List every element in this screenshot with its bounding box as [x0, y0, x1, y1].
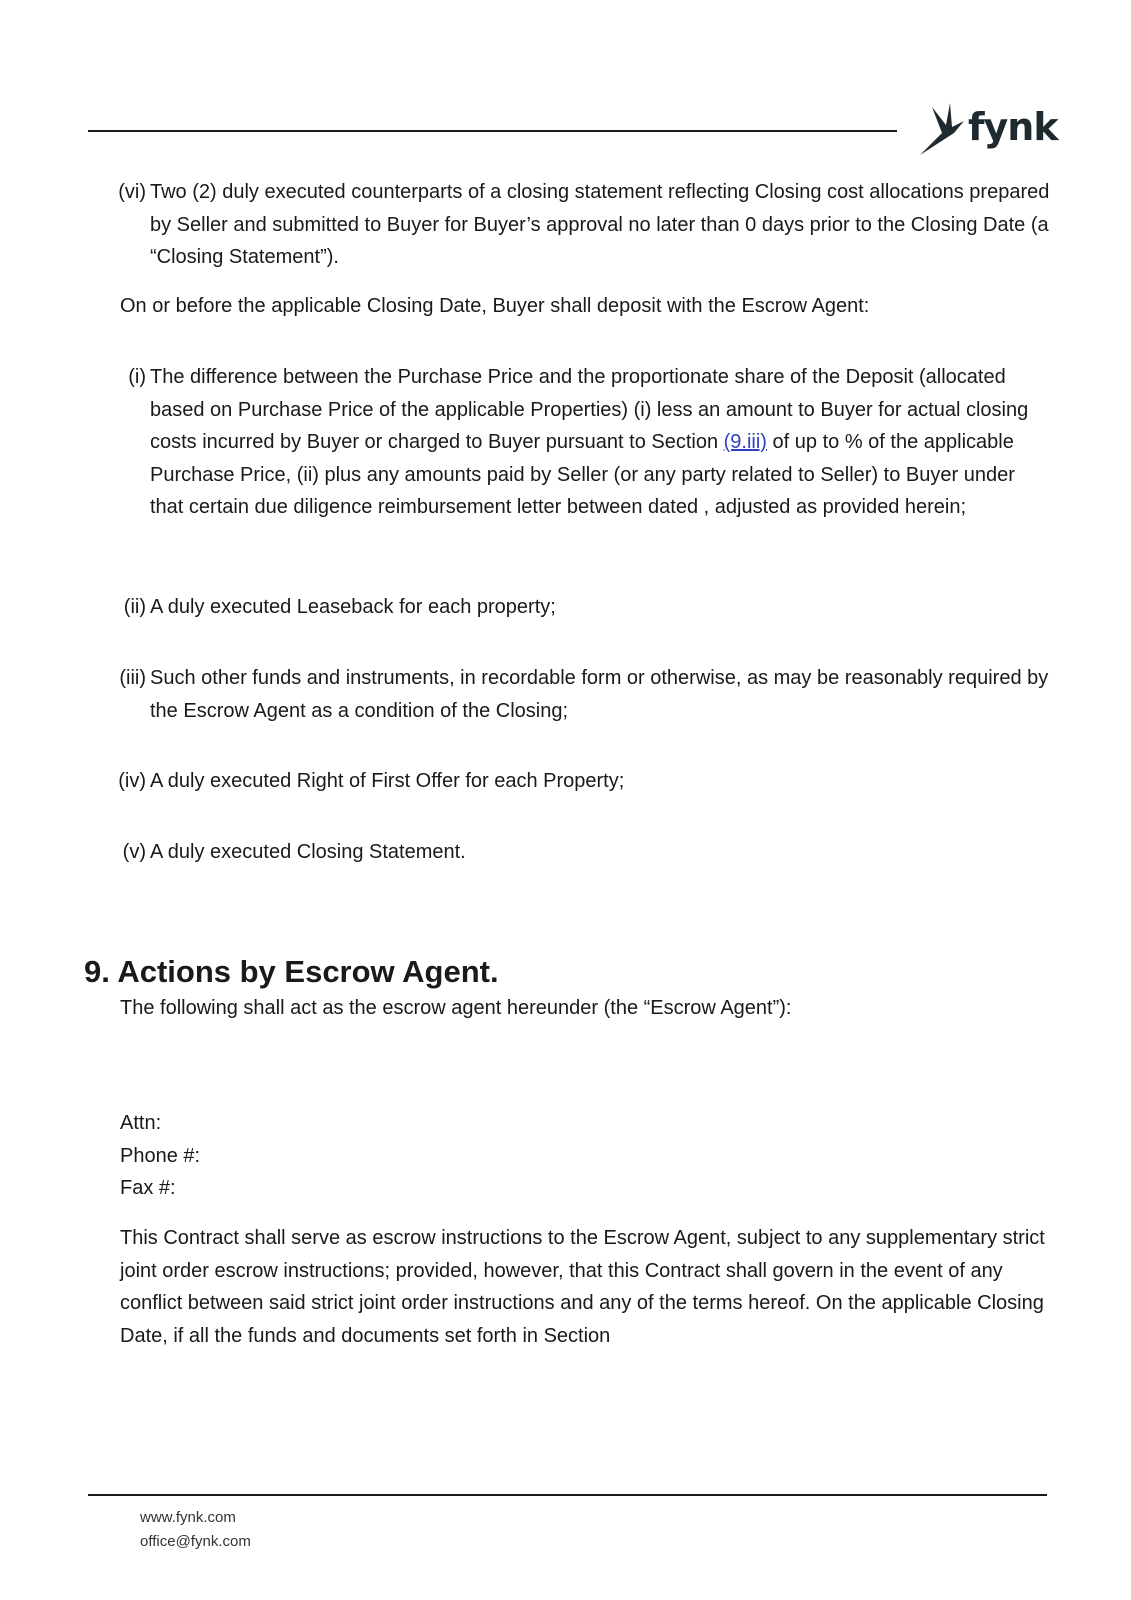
escrow-instructions-paragraph: This Contract shall serve as escrow instructions to the Escrow Agent, subject to any supplementary strict joint order escrow instructions; provided, however, that this Contract shall govern in the event of any conflict between said strict joint order instructions and any of the terms hereof. On the applicable Closing Date, if all the funds and documents set forth in Section	[120, 1227, 1045, 1347]
item-number: (v)	[122, 841, 146, 863]
buyer-item-ii	[123, 591, 1050, 624]
escrow-agent-intro: The following shall act as the escrow agent hereunder (the “Escrow Agent”):	[120, 997, 792, 1019]
item-text: A duly executed Right of First Offer for each Property;	[150, 770, 625, 792]
footer	[140, 1506, 251, 1554]
section-heading: 9. Actions by Escrow Agent.	[84, 954, 499, 989]
item-number: (ii)	[123, 596, 146, 618]
bird-icon	[920, 103, 966, 155]
buyer-item-i	[128, 361, 1050, 524]
item-text-part-2: of up to % of the applicable Purchase Price, (ii) plus any amounts paid by Seller (or any party related to Seller) to Buyer under that certain due diligence reimbursement letter between dated , adjusted as provided herein;	[150, 431, 1015, 518]
buyer-item-iii	[119, 662, 1050, 727]
buyer-deposit-intro: On or before the applicable Closing Date, Buyer shall deposit with the Escrow Agent:	[120, 295, 870, 317]
item-text: Two (2) duly executed counterparts of a closing statement reflecting Closing cost allocations prepared by Seller and submitted to Buyer for Buyer’s approval no later than 0 days prior to the Closing Date (a “Closing Statement”).	[150, 181, 1050, 268]
footer-rule	[88, 1494, 1047, 1496]
header-rule	[88, 130, 897, 132]
footer-website: www.fynk.com	[140, 1509, 236, 1526]
item-number: (vi)	[118, 181, 146, 203]
item-number: (i)	[128, 366, 146, 388]
buyer-item-iv	[118, 765, 1050, 798]
item-text: Such other funds and instruments, in recordable form or otherwise, as may be reasonably required by the Escrow Agent as a condition of the Closing;	[150, 667, 1049, 722]
item-text: A duly executed Leaseback for each property;	[150, 596, 556, 618]
item-number: (iii)	[119, 667, 146, 689]
item-number: (iv)	[118, 770, 146, 792]
escrow-contact-block	[120, 1107, 1050, 1205]
section-reference-link[interactable]: (9.iii)	[723, 431, 767, 453]
attn-label: Attn:	[120, 1112, 162, 1134]
fax-label: Fax #:	[120, 1177, 176, 1199]
phone-label: Phone #:	[120, 1144, 201, 1167]
footer-email: office@fynk.com	[140, 1533, 251, 1550]
closing-item-vi	[118, 176, 1050, 274]
buyer-item-v	[122, 836, 1050, 869]
fynk-logo	[920, 103, 1058, 159]
item-text-part-1: The difference between the Purchase Price and the proportionate share of the Deposit (allocated based on Purchase Price of the applicable Properties) (i) less an amount to Buyer for actual closing costs incurred by Buyer or charged to Buyer pursuant to Section	[150, 366, 1029, 453]
logo-text: fynk	[968, 105, 1058, 149]
item-text: A duly executed Closing Statement.	[150, 841, 466, 863]
